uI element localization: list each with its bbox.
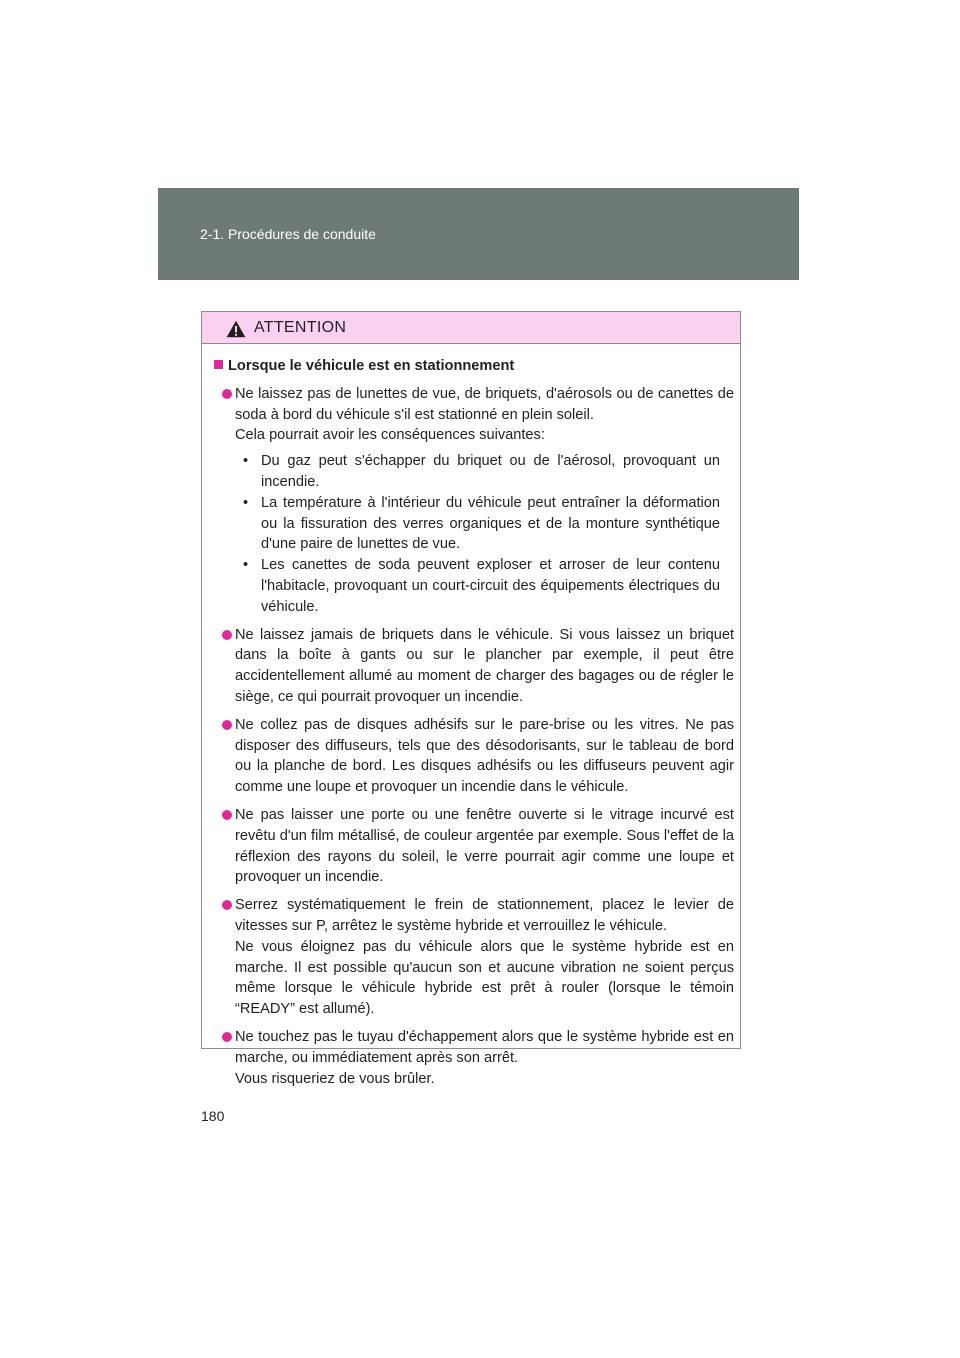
list-item bbox=[214, 715, 734, 798]
circle-bullet-icon bbox=[222, 720, 232, 730]
warning-box bbox=[201, 311, 741, 1087]
section-label: 2-1. Procédures de conduite bbox=[200, 226, 376, 242]
list-item bbox=[214, 805, 734, 888]
warning-body bbox=[202, 344, 740, 1089]
sub-list bbox=[235, 451, 734, 617]
circle-bullet-icon bbox=[222, 810, 232, 820]
sub-item-text: La température à l'intérieur du véhicule peut entraîner la déformation ou la fissuration des verres organiques et de la monture synthétique d'une paire de lunettes de vue. bbox=[261, 494, 720, 553]
item-paragraph: Ne laissez jamais de briquets dans le véhicule. Si vous laissez un briquet dans la boîte à gants ou sur le plancher par exemple, il peut être accidentellement allumé au moment de charger des bagages ou de régler le siège, ce qui pourrait provoquer un incendie. bbox=[235, 626, 734, 705]
sub-list-item bbox=[243, 555, 720, 617]
list-item bbox=[214, 1027, 734, 1089]
sub-list-item bbox=[243, 493, 720, 555]
sub-item-text: Du gaz peut s'échapper du briquet ou de l'aérosol, provoquant un incendie. bbox=[261, 453, 720, 490]
list-item bbox=[214, 895, 734, 1020]
warning-triangle-icon bbox=[226, 320, 246, 338]
page-number: 180 bbox=[201, 1108, 225, 1124]
warning-title: ATTENTION bbox=[254, 318, 347, 336]
section-header-band bbox=[158, 188, 799, 280]
item-paragraph: Ne vous éloignez pas du véhicule alors que le système hybride est en marche. Il est possible qu'aucun son et aucune vibration ne soient perçus même lorsque le véhicule hybride est prêt à rouler (lorsque le témoin “READY” est allumé). bbox=[235, 938, 734, 1018]
item-paragraph: Ne collez pas de disques adhésifs sur le pare-brise ou les vitres. Ne pas disposer des diffuseurs, tels que des désodorisants, sur le tableau de bord ou la planche de bord. Les disques adhésifs ou les diffuseurs peuvent agir comme une loupe et provoquer un incendie dans le véhicule. bbox=[235, 716, 734, 796]
item-paragraph: Serrez systématiquement le frein de stationnement, placez le levier de vitesses sur P, arrêtez le système hybride et verrouillez le véhicule. bbox=[235, 897, 734, 934]
circle-bullet-icon bbox=[222, 900, 232, 910]
circle-bullet-icon bbox=[222, 630, 232, 640]
circle-bullet-icon bbox=[222, 1032, 232, 1042]
sub-list-item bbox=[243, 451, 720, 493]
item-paragraph: Ne laissez pas de lunettes de vue, de briquets, d'aérosols ou de canettes de soda à bord du véhicule s'il est stationné en plein soleil. bbox=[235, 385, 734, 423]
bullet-icon: • bbox=[243, 453, 249, 470]
item-paragraph: Ne touchez pas le tuyau d'échappement alors que le système hybride est en marche, ou immédiatement après son arrêt. bbox=[235, 1028, 734, 1066]
warning-subheading bbox=[214, 356, 734, 377]
list-item bbox=[214, 384, 734, 618]
square-bullet-icon bbox=[214, 360, 223, 369]
item-paragraph: Ne pas laisser une porte ou une fenêtre ouverte si le vitrage incurvé est revêtu d'un film métallisé, de couleur argentée par exemple. Sous l'effet de la réflexion des rayons du soleil, le verre pourrait agir comme une loupe et provoquer un incendie. bbox=[235, 806, 734, 886]
bullet-icon: • bbox=[243, 494, 249, 511]
warning-header bbox=[202, 312, 740, 344]
sub-item-text: Les canettes de soda peuvent exploser et arroser de leur contenu l'habitacle, provoquant un court-circuit des équipements électriques du véhicule. bbox=[261, 557, 720, 615]
bullet-icon: • bbox=[243, 557, 249, 574]
item-paragraph: Cela pourrait avoir les conséquences suivantes: bbox=[235, 427, 545, 444]
item-paragraph: Vous risqueriez de vous brûler. bbox=[235, 1070, 435, 1087]
circle-bullet-icon bbox=[222, 389, 232, 399]
subheading-text: Lorsque le véhicule est en stationnement bbox=[228, 358, 515, 374]
list-item bbox=[214, 625, 734, 708]
